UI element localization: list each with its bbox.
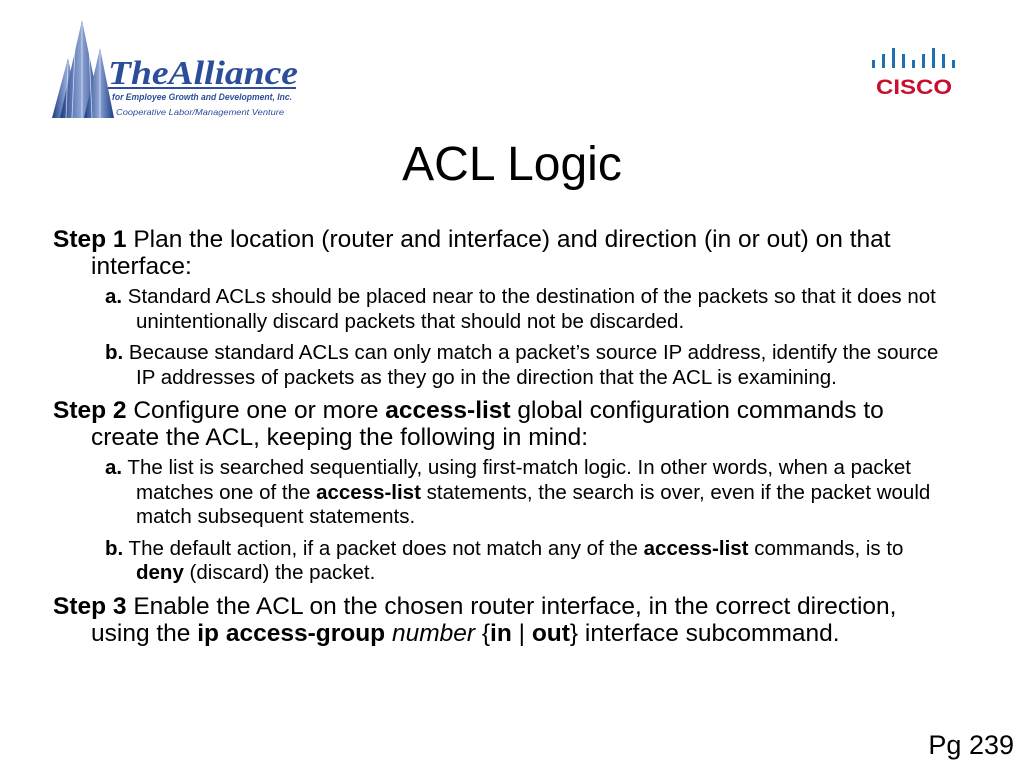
step-1-sub-b	[105, 341, 953, 390]
cisco-bridge-bars-icon	[872, 48, 955, 68]
step-1-sub-a-label: a.	[105, 285, 123, 308]
step-3	[53, 593, 953, 647]
step-2-sub-a-label: a.	[105, 456, 123, 479]
step-2-sub-b	[105, 537, 953, 586]
step-3-out: out	[531, 619, 570, 647]
alliance-logo-tagline: for Employee Growth and Development, Inc.	[112, 92, 292, 102]
step-2-sub-b-label: b.	[105, 536, 124, 560]
cisco-logo	[868, 46, 960, 100]
slide-title: ACL Logic	[402, 138, 622, 191]
step-3-brace-close: }	[569, 619, 579, 647]
step-3-number-arg: number	[391, 619, 476, 647]
step-3-text-2: interface subcommand.	[578, 619, 840, 647]
step-1-label: Step 1	[53, 226, 127, 253]
step-3-label: Step 3	[53, 592, 127, 620]
step-2-sub-b-deny: deny	[136, 561, 184, 584]
the-alliance-logo	[50, 18, 310, 124]
step-2	[53, 397, 953, 451]
step-1-sub-b-label: b.	[105, 341, 124, 364]
step-2-sub-b-text-1: The default action, if a packet does not match any of the	[123, 536, 644, 560]
step-3-command: ip access-group	[197, 619, 386, 647]
step-3-in: in	[490, 619, 512, 647]
step-2-sub-a	[105, 456, 953, 530]
step-2-sub-a-text-2: statements, the search is over, even if the packet would match subsequent statements.	[136, 480, 931, 528]
step-2-sub-a-command: access-list	[316, 480, 421, 504]
cisco-logo-text: CISCO	[876, 76, 952, 99]
step-2-sub-a-text-1: The list is searched sequentially, using first-match logic. In other words, when a packet matches one of the	[122, 456, 911, 504]
step-2-sub-b-text-2: commands, is to	[748, 536, 904, 560]
step-2-command: access-list	[385, 397, 511, 424]
page-number: Pg 239	[928, 730, 1014, 760]
step-1-sub-a	[105, 285, 953, 334]
alliance-logo-name: TheAlliance	[108, 55, 298, 92]
step-2-sub-b-text-3: (discard) the packet.	[183, 561, 376, 584]
step-2-text-1: Configure one or more	[126, 397, 386, 424]
step-3-brace-open: {	[481, 619, 491, 647]
step-3-text-1: Enable the ACL on the chosen router interface, in the correct direction, using the	[91, 592, 897, 647]
step-1	[53, 226, 953, 280]
step-3-pipe: |	[518, 619, 525, 647]
slide-body	[53, 226, 953, 652]
step-1-sub-a-text: Standard ACLs should be placed near to the destination of the packets so that it does not unintentionally discard packets that should not be discarded.	[122, 285, 936, 333]
step-1-sub-b-text: Because standard ACLs can only match a packet’s source IP address, identify the source IP addresses of packets as they go in the direction that the ACL is examining.	[123, 341, 939, 389]
alliance-logo-subline: Cooperative Labor/Management Venture	[116, 107, 285, 117]
mountain-peaks-icon	[52, 20, 114, 118]
step-1-text: Plan the location (router and interface) and direction (in or out) on that interface:	[91, 226, 891, 280]
step-2-sub-b-command: access-list	[643, 536, 749, 560]
step-2-text-2: global configuration commands to create the ACL, keeping the following in mind:	[91, 397, 884, 451]
step-2-label: Step 2	[53, 397, 127, 424]
